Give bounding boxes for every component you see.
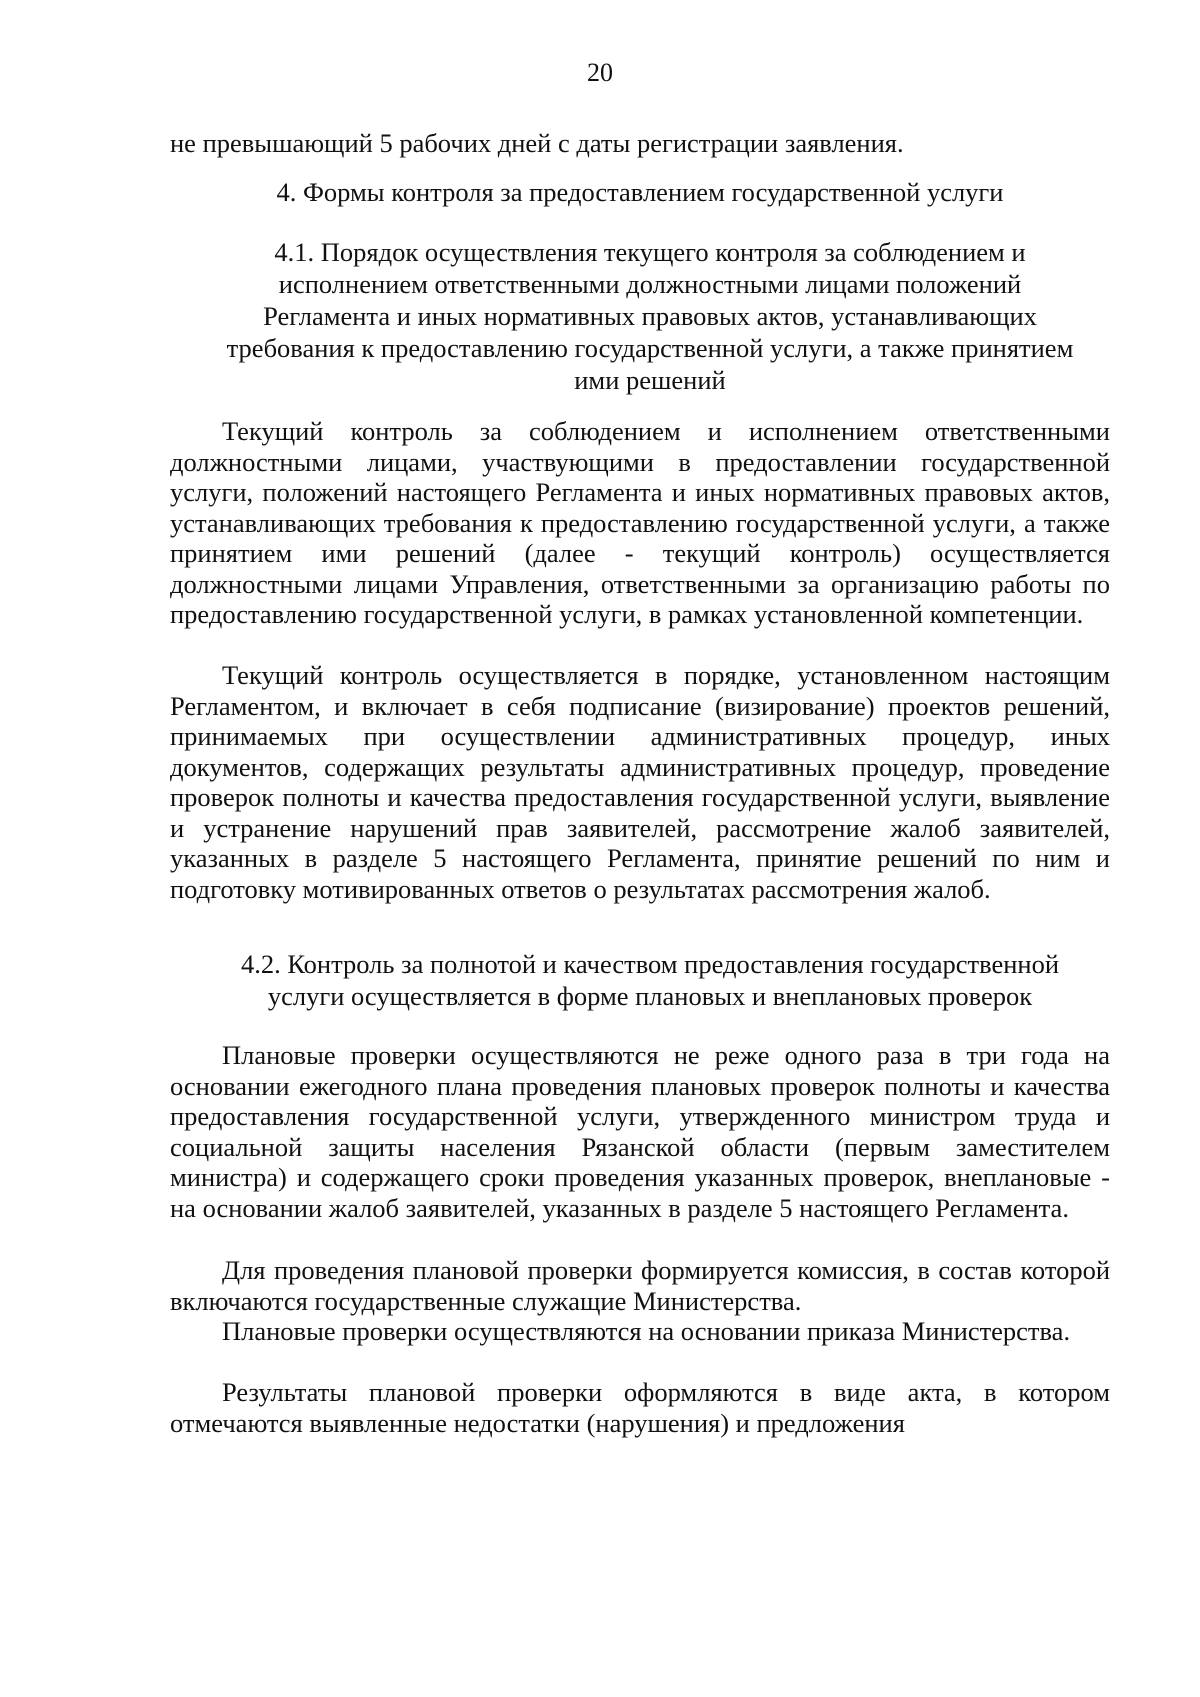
section-4-2-title: 4.2. Контроль за полнотой и качеством предоставления государственной услуги осуществляется в форме плановых и внеплановых проверок (240, 949, 1060, 1011)
section-4-1-title: 4.1. Порядок осуществления текущего контроля за соблюдением и исполнением ответственными должностными лицами положений Регламента и иных нормативных правовых актов, устанавливающих требования к предоставлению государственной услуги, а также принятием ими решений (226, 237, 1074, 395)
section-4-title: 4. Формы контроля за предоставлением государственной услуги (276, 177, 1004, 207)
paragraph-results: Результаты плановой проверки оформляются в виде акта, в котором отмечаются выявленные недостатки (нарушения) и предложения (170, 1377, 1110, 1438)
paragraph-control-procedure: Текущий контроль осуществляется в порядке, установленном настоящим Регламентом, и включает в себя подписание (визирование) проектов решений, принимаемых при осуществлении административных процедур, иных документов, содержащих результаты административных процедур, проведение проверок полноты и качества предоставления государственной услуги, выявление и устранение нарушений прав заявителей, рассмотрение жалоб заявителей, указанных в разделе 5 настоящего Регламента, принятие решений по ним и подготовку мотивированных ответов о результатах рассмотрения жалоб. (170, 660, 1110, 904)
paragraph-order: Плановые проверки осуществляются на основании приказа Министерства. (222, 1316, 1071, 1346)
paragraph-current-control: Текущий контроль за соблюдением и исполнением ответственными должностными лицами, участвующими в предоставлении государственной услуги, положений настоящего Регламента и иных нормативных правовых актов, устанавливающих требования к предоставлению государственной услуги, а также принятием ими решений (далее - текущий контроль) осуществляется должностными лицами Управления, ответственными за организацию работы по предоставлению государственной услуги, в рамках установленной компетенции. (170, 416, 1110, 629)
paragraph-planned-checks: Плановые проверки осуществляются не реже одного раза в три года на основании ежегодного плана проведения плановых проверок полноты и качества предоставления государственной услуги, утвержденного министром труда и социальной защиты населения Рязанской области (первым заместителем министра) и содержащего сроки проведения указанных проверок, внеплановые - на основании жалоб заявителей, указанных в разделе 5 настоящего Регламента. (170, 1040, 1110, 1223)
lead-line: не превышающий 5 рабочих дней с даты регистрации заявления. (170, 128, 904, 158)
page-number: 20 (587, 58, 613, 87)
paragraph-commission: Для проведения плановой проверки формируется комиссия, в состав которой включаются государственные служащие Министерства. (170, 1255, 1110, 1316)
